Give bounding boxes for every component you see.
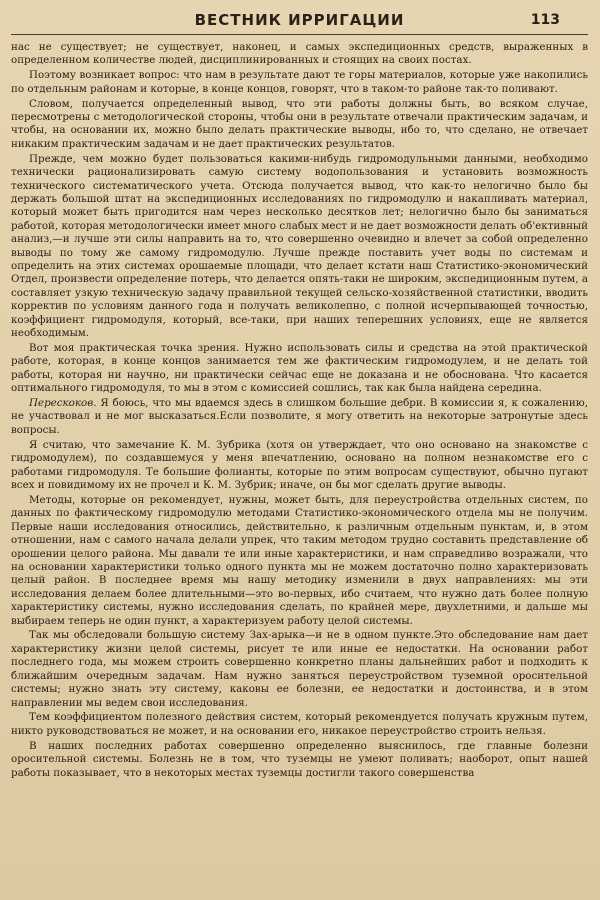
- speech-text: Я боюсь, что мы вдаемся здесь в слишком большие дебри. В комиссии я, к сожалению, не участвовал и не мог высказаться.Если позволите, я могу ответить на некоторые затронутые здесь вопросы.: [11, 397, 588, 436]
- page-number: 113: [530, 12, 560, 28]
- paragraph: Я считаю, что замечание К. М. Зубрика (хотя он утверждает, что оно основано на знакомстве с гидромодулем), по создавшемуся у меня впечатлению, основано на полном незнакомстве его с работами гидромодуля. Те большие фолианты, которые по этим вопросам существуют, обычно пугают всех и повидимому их не прочел и К. М. Зубрик; иначе, он бы мог сделать другие выводы.: [11, 438, 588, 491]
- paragraph: Словом, получается определенный вывод, что эти работы должны быть, во всяком случае, пересмотрены с методологической стороны, чтобы они в результате отвечали практическим задачам, и чтобы, на основании их, можно было делать практические выводы, ибо то, что сделано, не отвечает никаким практическим задачам и не дает практических результатов.: [11, 97, 588, 150]
- journal-title: ВЕСТНИК ИРРИГАЦИИ: [194, 11, 405, 29]
- paragraph: Так мы обследовали большую систему Зах-арыка—и не в одном пункте.Это обследование нам дает характеристику жизни целой системы, рисует те или иные ее недостатки. На основании работ последнего года, мы можем строить совершенно конкретно планы дальнейших работ и подходить к ближайшим очередным задачам. Нам нужно заняться переустройством туземной оросительной системы; нужно знать эту систему, каковы ее болезни, ее недостатки и достоинства, и в этом направлении мы ведем свои исследования.: [11, 629, 588, 709]
- speaker-name: Перескоков.: [29, 397, 97, 410]
- paragraph: Вот моя практическая точка зрения. Нужно использовать силы и средства на этой практической работе, которая, в конце концов занимается тем же фактическим гидромодулем, и не делать той работы, которая ни научно, ни практически сейчас еще не доказана и не обоснована. Что касается оптимального гидромодуля, то мы в этом с комиссией сошлись, так как была найдена середина.: [11, 341, 588, 395]
- paragraph: нас не существует; не существует, наконец, и самых экспедиционных средств, выраженных в определенном количестве людей, дисциплинированных и стоящих на своих постах.: [11, 41, 588, 67]
- paragraph: В наших последних работах совершенно определенно выяснилось, где главные болезни оросительной системы. Болезнь не в том, что туземцы не умеют поливать; наоборот, опыт нашей работы показывает, что в некоторых местах туземцы достигли такого совершенства: [11, 739, 588, 779]
- paragraph: Прежде, чем можно будет пользоваться какими-нибудь гидромодульными данными, необходимо технически рационализировать самую систему водопользования и установить возможность технического систематического учета. Отсюда получается вывод, что как-то нелогично было бы держать большой штат на экспедиционных исследованиях по гидромодулю и накапливать материал, который может быть пригодится нам через несколько десятков лет; нелогично было бы заниматься работой, которая методологически имеет много слабых мест и не дает возможности делать об'ективный анализ,—и лучше эти силы направить на то, что совершенно очевидно и влечет за собой определенно выводы по тому же самому гидромодулю. Лучше прежде поставить учет воды по системам и определить на этих системах орошаемые площади, что делает кстати наш Статистико-экономический Отдел, произвести определение потерь, что делается опять-таки не широким, экспедиционным путем, а составляет узкую техническую задачу правильной текущей сельско-хозяйственной статистики, вводить корректив по условиям данного года и получать великолепно, с полной исчерпывающей точностью, коэффициент гидромодуля, который, все-таки, при наших теперешних условиях, еще не является необходимым.: [11, 152, 588, 340]
- paragraph: Методы, которые он рекомендует, нужны, может быть, для переустройства отдельных систем, по данных по фактическому гидромодулю методами Статистико-экономического отдела мы не получим. Первые наши исследования относились, действительно, к различным отдельным пунктам, и, в этом отношении, нам с самого начала делали упрек, что таким методом трудно составить представление об орошении целого района. Мы давали те или иные характеристики, и нам справедливо возражали, что на основании характеристики только одного пункта мы не можем достаточно полно характеризовать целый район. В последнее время мы нашу методику изменили в двух направлениях: мы эти исследования делаем более длительными—это во-первых, ибо считаем, что нужно дать более полную характеристику системы, нужно исследования сделать, по крайней мере, двухлетними, и дальше мы выбираем теперь не один пункт, а характеризуем работу целой системы.: [11, 493, 588, 627]
- article-body: [11, 41, 588, 780]
- paragraph: Поэтому возникает вопрос: что нам в результате дают те горы материалов, которые уже накопились по отдельным районам и которые, в конце концов, говорят, что в таком-то районе так-то поливают.: [11, 69, 588, 95]
- speech-paragraph: [11, 397, 588, 437]
- page-header: [11, 10, 588, 35]
- paragraph: Тем коэффициентом полезного действия систем, который рекомендуется получать кружным путем, никто руководствоваться не может, и на основании его, никакое переустройство строить нельзя.: [11, 711, 588, 737]
